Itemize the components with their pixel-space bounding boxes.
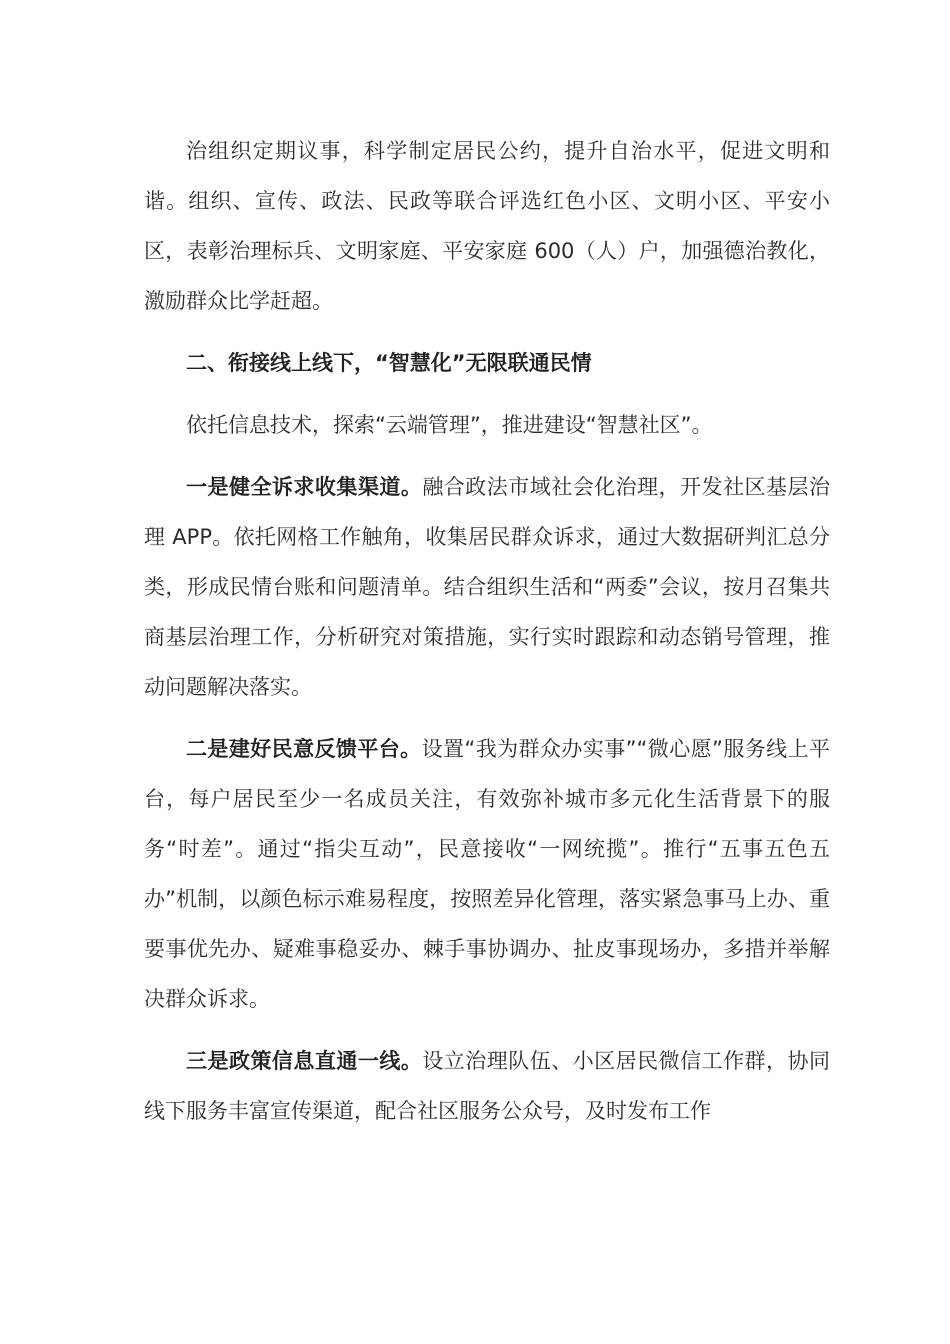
- document-body: [144, 126, 830, 1136]
- paragraph-item-1-text: 融合政法市域社会化治理，开发社区基层治理 APP。依托网格工作触角，收集居民群众诉求，通过大数据研判汇总分类，形成民情台账和问题清单。结合组织生活和“两委”会议，按月召集共商基层治理工作，分析研究对策措施，实行实时跟踪和动态销号管理，推动问题解决落实。: [144, 475, 831, 699]
- paragraph-item-1-lead: 一是健全诉求收集渠道。: [186, 475, 423, 499]
- section-heading-2: 二、衔接线上线下，“智慧化”无限联通民情: [186, 351, 592, 375]
- paragraph-item-3-text: 设立治理队伍、小区居民微信工作群，协同线下服务丰富宣传渠道，配合社区服务公众号，及时发布工作: [144, 1049, 831, 1123]
- paragraph-item-3: [144, 1036, 830, 1136]
- paragraph-item-1: [144, 462, 830, 712]
- paragraph-intro-text: 依托信息技术，探索“云端管理”，推进建设“智慧社区”。: [186, 413, 713, 437]
- paragraph-1: [144, 126, 830, 326]
- paragraph-item-2: [144, 724, 830, 1024]
- paragraph-item-2-lead: 二是建好民意反馈平台。: [186, 737, 422, 761]
- paragraph-item-2-text: 设置“我为群众办实事”“微心愿”服务线上平台，每户居民至少一名成员关注，有效弥补城市多元化生活背景下的服务“时差”。通过“指尖互动”，民意接收“一网统揽”。推行“五事五色五办”机制，以颜色标示难易程度，按照差异化管理，落实紧急事马上办、重要事优先办、疑难事稳妥办、棘手事协调办、扯皮事现场办，多措并举解决群众诉求。: [144, 737, 830, 1011]
- paragraph-item-3-lead: 三是政策信息直通一线。: [186, 1049, 423, 1073]
- paragraph-intro: [144, 400, 830, 450]
- paragraph-1-text: 治组织定期议事，科学制定居民公约，提升自治水平，促进文明和谐。组织、宣传、政法、民政等联合评选红色小区、文明小区、平安小区，表彰治理标兵、文明家庭、平安家庭 600（人）户，加强德治教化，激励群众比学赶超。: [144, 139, 830, 313]
